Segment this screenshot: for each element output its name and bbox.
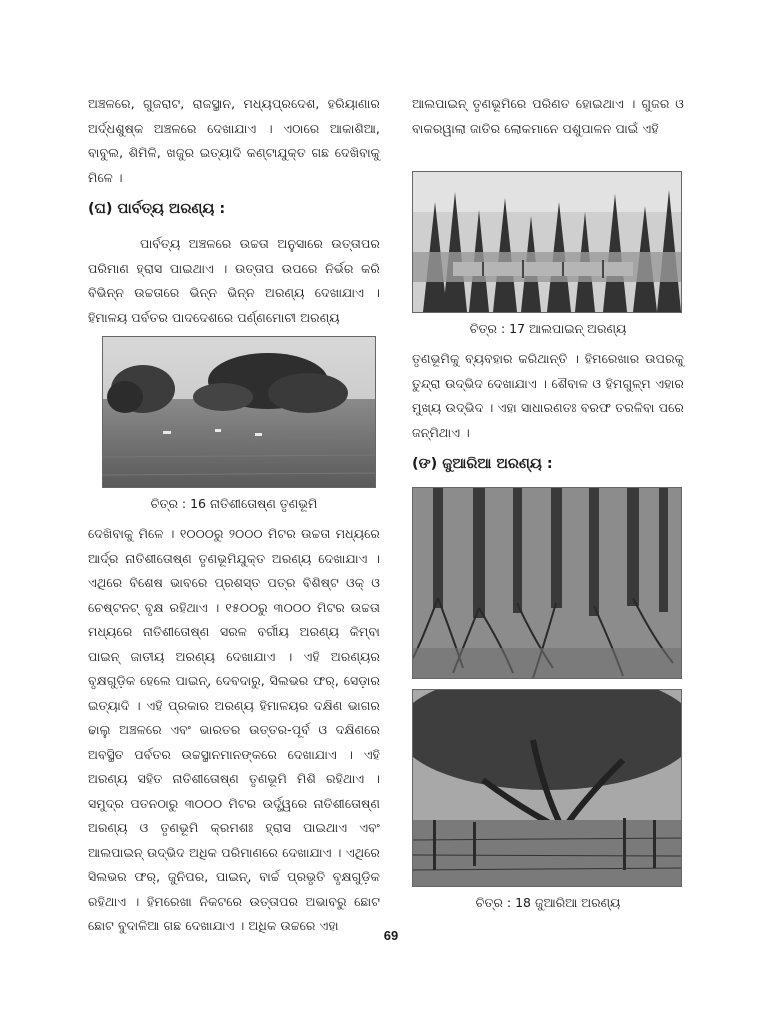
right-column: [412, 92, 684, 921]
grassland-illustration: [103, 337, 375, 487]
page-number: 69: [383, 928, 399, 943]
section-heading-tidal-forest: (ଙ) ଜୁଆରିଆ ଅରଣ୍ୟ :: [412, 456, 553, 472]
figure-18-mangrove-roots-photo: [412, 487, 682, 679]
left-paragraph-2: ପାର୍ବତ୍ୟ ଅଞ୍ଚଳରେ ଉଚ୍ଚତା ଅନୁସାରେ ଉତ୍ତାପର ପରିମାଣ ହ୍ରାସ ପାଇଥାଏ । ଉତ୍ତାପ ଉପରେ ନିର୍ଭର କରି ବିଭିନ୍ନ ଉଚ୍ଚତାରେ ଭିନ୍ନ ଭିନ୍ନ ଅରଣ୍ୟ ଦେଖାଯାଏ । ହିମାଳୟ ପର୍ବତର ପାଦଦେଶରେ ପର୍ଣ୍ଣମୋଚୀ ଅରଣ୍ୟ: [88, 236, 380, 325]
mangrove-tree-illustration: [413, 690, 681, 886]
figure-18-caption: ଚିତ୍ର : 18 ଜୁଆରିଆ ଅରଣ୍ୟ: [475, 895, 621, 910]
figure-16-caption: ଚିତ୍ର : 16 ନାତିଶୀତୋଷ୍ଣ ତୃଣଭୂମି: [150, 496, 318, 511]
left-paragraph-1: ଅଞ୍ଚଳରେ, ଗୁଜରାଟ, ରାଜସ୍ଥାନ, ମଧ୍ୟପ୍ରଦେଶ, ହରିୟାଣାର ଅର୍ଦ୍ଧଶୁଷ୍କ ଅଞ୍ଚଳରେ ଦେଖାଯାଏ । ଏଠାରେ ଆକାଶିଆ, ବାବୁଲ, ଶିମିଳି, ଖଜୁର ଇତ୍ୟାଦି କଣ୍ଟାଯୁକ୍ତ ଗଛ ଦେଖିବାକୁ ମିଳେ ।: [88, 96, 380, 185]
right-paragraph-2: ତୃଣଭୂମିକୁ ବ୍ୟବହାର କରିଥାନ୍ତି । ହିମରେଖାର ଉପରକୁ ତୁନ୍ଦ୍ରା ଉଦ୍ଭିଦ ଦେଖାଯାଏ । ଶୈବାଳ ଓ ହିମଗୁଳ୍ମ ଏହାର ମୁଖ୍ୟ ଉଦ୍ଭିଦ । ଏହା ସାଧାରଣତଃ ବରଫ ତରଳିବା ପରେ ଜନ୍ମିଥାଏ ।: [412, 351, 684, 440]
left-paragraph-3: ଦେଖିବାକୁ ମିଳେ । ୧୦୦୦ରୁ ୨୦୦୦ ମିଟର ଉଚ୍ଚତା ମଧ୍ୟରେ ଆର୍ଦ୍ର ନାତିଶୀତୋଷ୍ଣ ତୃଣଭୂମିଯୁକ୍ତ ଅରଣ୍ୟ ଦେଖାଯାଏ । ଏଥିରେ ବିଶେଷ ଭାବରେ ପ୍ରଶସ୍ତ ପତ୍ର ବିଶିଷ୍ଟ ଓକ୍ ଓ ଚେଷ୍ଟନଟ୍ ବୃକ୍ଷ ରହିଥାଏ । ୧୫୦୦ରୁ ୩୦୦୦ ମିଟର ଉଚ୍ଚତା ମଧ୍ୟରେ ନାତିଶୀତୋଷ୍ଣ ସରଳ ବର୍ଗୀୟ ଅରଣ୍ୟ କିମ୍ବା ପାଇନ୍ ଜାତୀୟ ଅରଣ୍ୟ ଦେଖାଯାଏ । ଏହି ଅରଣ୍ୟର ବୃକ୍ଷଗୁଡ଼ିକ ହେଲେ ପାଇନ୍, ଦେବଦାରୁ, ସିଲଭର ଫର୍, ସେଡ଼ାର ଇତ୍ୟାଦି । ଏହି ପ୍ରକାର ଅରଣ୍ୟ ହିମାଳୟର ଦକ୍ଷିଣ ଭାଗର ଢାଲୁ ଅଞ୍ଚଳରେ ଏବଂ ଭାରତର ଉତ୍ତର-ପୂର୍ବ ଓ ଦକ୍ଷିଣରେ ଅବସ୍ଥିତ ପର୍ବତର ଉଚ୍ଚସ୍ଥାନମାନଙ୍କରେ ଦେଖାଯାଏ । ଏହି ଅରଣ୍ୟ ସହିତ ନାତିଶୀତୋଷ୍ଣ ତୃଣଭୂମି ମିଶି ରହିଥାଏ । ସମୁଦ୍ର ପତନଠାରୁ ୩୦୦୦ ମିଟର ଉର୍ଦ୍ଧ୍ୱରେ ନାତିଶୀତୋଷ୍ଣ ଅରଣ୍ୟ ଓ ତୃଣଭୂମି କ୍ରମଶଃ ହ୍ରାସ ପାଇଥାଏ ଏବଂ ଆଲପାଇନ୍ ଉଦ୍ଭିଦ ଅଧିକ ପରିମାଣରେ ଦେଖାଯାଏ । ଏଥିରେ ସିଲଭର ଫର୍, ଜୁନିପର, ପାଇନ୍, ବାର୍ଚ୍ଚ ପ୍ରଭୃତି ବୃକ୍ଷଗୁଡ଼ିକ ରହିଥାଏ । ହିମରେଖା ନିକଟରେ ଉତ୍ତାପର ଅଭାବରୁ ଛୋଟ ଛୋଟ ବୁଦାଳିଆ ଗଛ ଦେଖାଯାଏ । ଅଧିକ ଉଚ୍ଚରେ ଏହା: [88, 526, 380, 933]
alpine-forest-illustration: [413, 172, 681, 312]
section-heading-mountain-forest: (ଘ) ପାର୍ବତ୍ୟ ଅରଣ୍ୟ :: [88, 201, 226, 217]
figure-17-alpine-forest-photo: [412, 171, 682, 313]
figure-18-mangrove-tree-photo: [412, 689, 682, 887]
right-paragraph-1: ଆଲପାଇନ୍ ତୃଣଭୂମିରେ ପରିଣତ ହୋଇଥାଏ । ଗୁଜର ଓ ବାକରୱାଲା ଜାତିର ଲୋକମାନେ ପଶୁପାଳନ ପାଇଁ ଏହି: [412, 96, 684, 136]
figure-16-temperate-grassland-photo: [102, 336, 376, 488]
figure-17-caption: ଚିତ୍ର : 17 ଆଲପାଇନ୍ ଅରଣ୍ୟ: [469, 321, 627, 336]
left-column: [88, 92, 380, 939]
mangrove-roots-illustration: [413, 488, 681, 678]
